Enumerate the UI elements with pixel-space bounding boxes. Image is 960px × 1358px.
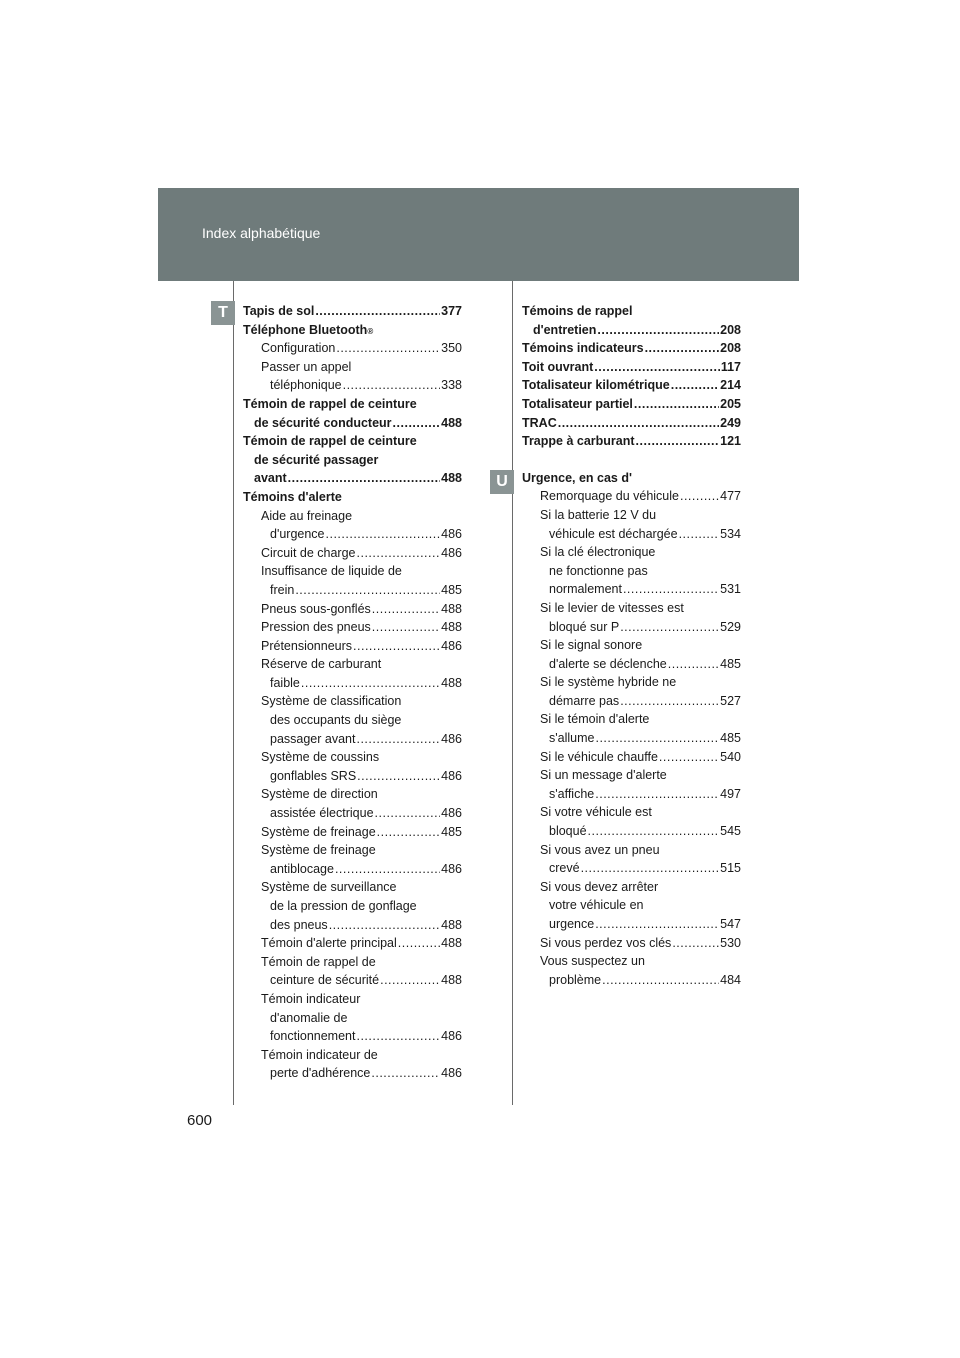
index-entry	[522, 618, 741, 637]
section-gap	[522, 451, 741, 469]
index-entry-page: 486	[441, 768, 462, 783]
index-entry-text: antiblocage	[270, 861, 334, 876]
index-entry-text: Témoins d'alerte	[243, 489, 342, 504]
index-entry-text: Si le véhicule chauffe	[540, 749, 658, 764]
index-entry-text: Téléphone Bluetooth	[243, 322, 368, 337]
index-entry-text: d'urgence	[270, 527, 325, 542]
index-entry	[522, 302, 741, 321]
index-entry-text: de sécurité passager	[254, 452, 379, 467]
index-entry-text: Si vous devez arrêter	[540, 879, 659, 894]
leader-dots	[398, 934, 440, 953]
leader-dots	[335, 860, 440, 879]
index-entry-page: 485	[720, 656, 741, 671]
index-entry-text: Système de freinage	[261, 843, 376, 858]
leader-dots	[620, 692, 719, 711]
index-entry	[243, 655, 462, 674]
index-entry	[243, 618, 462, 637]
index-entry-text: Totalisateur partiel	[522, 396, 633, 411]
index-entry-text: Si la clé électronique	[540, 545, 656, 560]
index-entry-text: problème	[549, 972, 602, 987]
index-entry-text: Témoin indicateur de	[261, 1047, 378, 1062]
index-entry	[522, 915, 741, 934]
index-entry-text: Totalisateur kilométrique	[522, 378, 670, 393]
index-entry-page: 338	[441, 378, 462, 393]
index-entry-text: téléphonique	[270, 378, 342, 393]
index-entry-page: 497	[720, 786, 741, 801]
index-entry-text: des occupants du siège	[270, 713, 402, 728]
index-entry	[243, 1009, 462, 1028]
index-entry	[243, 395, 462, 414]
index-entry-text: des pneus	[270, 917, 328, 932]
index-column-left	[243, 302, 462, 1083]
index-entry	[522, 729, 741, 748]
page-number: 600	[187, 1112, 213, 1129]
index-entry	[243, 562, 462, 581]
index-entry-page: 530	[720, 935, 741, 950]
leader-dots	[595, 785, 719, 804]
index-entry: Téléphone Bluetooth ®	[243, 321, 462, 340]
leader-dots	[602, 971, 719, 990]
leader-dots	[393, 414, 441, 433]
leader-dots	[581, 859, 720, 878]
index-entry	[522, 692, 741, 711]
index-entry	[522, 803, 741, 822]
index-entry	[522, 525, 741, 544]
index-entry-text: d'anomalie de	[270, 1010, 348, 1025]
index-entry-text: Pneus sous-gonflés	[261, 601, 371, 616]
index-entry	[243, 1064, 462, 1083]
index-entry-text: Réserve de carburant	[261, 657, 382, 672]
leader-dots	[623, 580, 719, 599]
index-entry	[522, 822, 741, 841]
index-entry-page: 488	[441, 675, 462, 690]
index-entry	[522, 841, 741, 860]
index-entry-page: 208	[720, 322, 741, 337]
index-entry-text: Système de coussins	[261, 750, 380, 765]
column-divider-right	[512, 281, 513, 1105]
index-entry-text: Aide au freinage	[261, 508, 353, 523]
index-entry	[522, 785, 741, 804]
index-entry-page: 547	[720, 917, 741, 931]
index-entry-text: démarre pas	[549, 693, 620, 708]
header-title: Index alphabétique	[202, 225, 321, 241]
index-entry-text: Si un message d'alerte	[540, 768, 667, 783]
index-entry	[243, 971, 462, 990]
index-entry-text: véhicule est déchargée	[549, 526, 678, 541]
index-entry	[243, 376, 462, 395]
index-entry	[243, 990, 462, 1009]
index-entry-text: Système de surveillance	[261, 880, 397, 895]
index-entry	[243, 823, 462, 842]
leader-dots	[636, 432, 720, 451]
index-entry	[243, 841, 462, 860]
index-entry-page: 486	[441, 527, 462, 542]
index-entry-page: 515	[720, 861, 741, 876]
index-entry-text: bloqué sur P	[549, 619, 620, 634]
leader-dots	[671, 376, 719, 395]
index-entry-page: 117	[720, 359, 741, 374]
index-entry	[522, 339, 741, 358]
index-entry	[243, 525, 462, 544]
index-entry	[522, 710, 741, 729]
index-entry-page: 486	[441, 1066, 462, 1081]
index-entry	[522, 859, 741, 878]
index-entry-text: Système de freinage	[261, 824, 376, 839]
index-entry-text: s'affiche	[549, 786, 595, 801]
index-entry-text: Si votre véhicule est	[540, 805, 652, 820]
index-entry-page: 484	[720, 972, 741, 987]
leader-dots	[595, 729, 719, 748]
index-entry-text: Tapis de sol	[243, 304, 315, 318]
index-entry-page: 527	[720, 693, 741, 708]
leader-dots	[594, 358, 720, 377]
index-entry-page: 486	[441, 545, 462, 560]
leader-dots	[343, 376, 441, 395]
index-entry	[243, 674, 462, 693]
index-entry	[243, 507, 462, 526]
index-entry	[522, 952, 741, 971]
index-entry	[522, 432, 741, 451]
index-entry-text: d'alerte se déclenche	[549, 656, 667, 671]
index-entry-text: Toit ouvrant	[522, 359, 594, 374]
index-entry-page: 531	[720, 582, 741, 597]
index-entry	[522, 655, 741, 674]
leader-dots	[620, 618, 719, 637]
index-entry-text: gonflables SRS	[270, 768, 357, 783]
index-entry-text: ceinture de sécurité	[270, 973, 380, 988]
index-entry	[243, 748, 462, 767]
index-entry-page: 486	[441, 638, 462, 653]
index-entry	[522, 358, 741, 377]
index-entry	[522, 395, 741, 414]
index-entry	[243, 339, 462, 358]
index-entry-text: urgence	[549, 917, 595, 931]
index-entry	[243, 1027, 462, 1046]
index-entry	[522, 766, 741, 785]
index-entry-page: 488	[441, 973, 462, 988]
index-entry-page: 377	[441, 304, 462, 318]
index-entry	[243, 469, 462, 488]
index-entry-text: Témoin d'alerte principal	[261, 936, 397, 951]
index-entry	[243, 785, 462, 804]
index-entry	[522, 414, 741, 433]
index-entry-page: 486	[441, 806, 462, 821]
index-entry-page: 540	[720, 749, 741, 764]
index-entry	[243, 451, 462, 470]
leader-dots	[295, 581, 440, 600]
index-entry	[243, 414, 462, 433]
index-entry-text: s'allume	[549, 731, 595, 746]
leader-dots	[356, 730, 440, 749]
index-column-right	[522, 302, 741, 989]
page-header	[158, 188, 799, 281]
index-entry-text: Trappe à carburant	[522, 434, 635, 449]
index-entry	[522, 878, 741, 897]
index-entry-page: 488	[441, 917, 462, 932]
leader-dots	[634, 395, 719, 414]
index-entry	[243, 692, 462, 711]
leader-dots	[597, 321, 719, 340]
index-entry-text: d'entretien	[533, 322, 597, 337]
leader-dots	[668, 655, 719, 674]
index-entry-text: faible	[270, 675, 300, 690]
index-entry-text: Circuit de charge	[261, 545, 356, 560]
index-entry-page: 485	[441, 582, 462, 597]
index-entry	[243, 916, 462, 935]
index-entry-page: 488	[441, 620, 462, 635]
index-entry-page: 121	[720, 434, 741, 449]
leader-dots	[372, 618, 440, 637]
index-entry-page: 477	[720, 489, 741, 504]
index-entry-text: Si le levier de vitesses est	[540, 600, 684, 615]
leader-dots	[595, 915, 719, 934]
index-entry-text: Témoin de rappel de	[261, 954, 376, 969]
leader-dots	[645, 339, 720, 358]
index-entry-text: Insuffisance de liquide de	[261, 564, 402, 579]
index-entry-text: Système de classification	[261, 694, 402, 709]
index-entry-text: fonctionnement	[270, 1029, 356, 1044]
index-entry-text: Si le système hybride ne	[540, 675, 677, 690]
leader-dots	[375, 804, 441, 823]
section-letter-u: U	[490, 470, 514, 494]
index-entry-text: Si vous perdez vos clés	[540, 935, 672, 950]
index-entry-text: de la pression de gonflage	[270, 899, 417, 913]
index-entry-text: Vous suspectez un	[540, 954, 645, 969]
index-entry-text: Témoins de rappel	[522, 304, 633, 318]
index-entry-text: Prétensionneurs	[261, 638, 353, 653]
index-entry-text: Si le signal sonore	[540, 638, 643, 653]
index-entry	[522, 506, 741, 525]
index-entry-text: Remorquage du véhicule	[540, 489, 679, 504]
index-entry-text: assistée électrique	[270, 806, 374, 821]
index-entry	[522, 321, 741, 340]
index-entry-page: 208	[720, 341, 741, 356]
index-entry-text: Si la batterie 12 V du	[540, 507, 657, 522]
index-entry	[522, 636, 741, 655]
leader-dots	[329, 916, 440, 935]
index-entry	[522, 487, 741, 506]
index-entry-text: Système de direction	[261, 787, 378, 802]
index-entry	[522, 748, 741, 767]
index-entry-text: Témoin indicateur	[261, 991, 361, 1006]
leader-dots	[588, 822, 720, 841]
index-entry-text: Témoin de rappel de ceinture	[243, 396, 417, 411]
index-entry	[243, 544, 462, 563]
leader-dots	[371, 1064, 440, 1083]
index-entry-text: perte d'adhérence	[270, 1066, 371, 1081]
index-entry-text: ne fonctionne pas	[549, 563, 648, 578]
leader-dots	[380, 971, 440, 990]
index-entry-text: Passer un appel	[261, 359, 352, 374]
index-entry-page: 488	[441, 471, 462, 486]
index-entry-text: TRAC	[522, 415, 557, 430]
index-entry-page: 534	[720, 526, 741, 541]
index-entry	[243, 358, 462, 377]
leader-dots	[357, 544, 441, 563]
index-entry	[243, 730, 462, 749]
index-entry	[522, 599, 741, 618]
leader-dots	[672, 934, 719, 953]
index-entry	[243, 767, 462, 786]
column-divider-left	[233, 281, 234, 1105]
index-entry-page: 486	[441, 731, 462, 746]
index-entry	[522, 580, 741, 599]
leader-dots	[377, 823, 440, 842]
leader-dots	[659, 748, 719, 767]
index-entry	[522, 896, 741, 915]
index-entry-page: 249	[720, 415, 741, 430]
index-entry-text: Témoins indicateurs	[522, 341, 644, 356]
index-entry	[243, 711, 462, 730]
index-entry-text: bloqué	[549, 824, 587, 839]
index-entry	[522, 562, 741, 581]
index-entry	[522, 543, 741, 562]
index-entry	[243, 934, 462, 953]
leader-dots	[357, 767, 440, 786]
index-entry	[522, 971, 741, 990]
index-entry	[522, 934, 741, 953]
leader-dots	[680, 487, 719, 506]
index-entry-page: 488	[441, 415, 462, 430]
index-entry	[243, 878, 462, 897]
index-entry	[243, 860, 462, 879]
index-entry	[243, 302, 462, 321]
section-letter-t: T	[211, 301, 235, 325]
index-entry-page: 529	[720, 619, 741, 634]
index-entry	[243, 488, 462, 507]
index-entry-text: Urgence, en cas d'	[522, 470, 632, 485]
index-entry-page: 486	[441, 1029, 462, 1044]
index-entry-page: 545	[720, 824, 741, 839]
index-entry-page: 214	[720, 378, 741, 393]
index-entry	[243, 432, 462, 451]
index-entry-text: avant	[254, 471, 287, 486]
leader-dots	[353, 637, 440, 656]
index-entry	[243, 600, 462, 619]
index-entry	[243, 1046, 462, 1065]
leader-dots	[336, 339, 440, 358]
index-entry-text: Si le témoin d'alerte	[540, 712, 650, 727]
index-entry-text: Configuration	[261, 341, 336, 356]
leader-dots	[301, 674, 440, 693]
leader-dots	[315, 302, 440, 321]
index-entry	[522, 469, 741, 488]
index-entry	[243, 637, 462, 656]
index-entry	[243, 581, 462, 600]
index-entry-text: passager avant	[270, 731, 356, 746]
index-entry-text: crevé	[549, 861, 580, 876]
leader-dots	[288, 469, 440, 488]
index-entry-text: de sécurité conducteur	[254, 415, 392, 430]
leader-dots	[558, 414, 719, 433]
index-entry-text: frein	[270, 582, 295, 597]
index-entry-page: 205	[720, 396, 741, 411]
leader-dots	[679, 525, 720, 544]
index-entry-page: 350	[441, 341, 462, 356]
leader-dots	[326, 525, 441, 544]
index-entry	[243, 804, 462, 823]
index-entry-text: votre véhicule en	[549, 898, 644, 913]
index-entry	[522, 376, 741, 395]
index-entry-page: 488	[441, 936, 462, 951]
index-entry-text: Témoin de rappel de ceinture	[243, 434, 417, 449]
index-entry-page: 488	[441, 601, 462, 616]
index-entry	[243, 897, 462, 916]
index-entry-page: 485	[441, 824, 462, 839]
index-entry	[522, 673, 741, 692]
index-entry	[243, 953, 462, 972]
index-entry-text: Si vous avez un pneu	[540, 842, 660, 857]
index-entry-text: Pression des pneus	[261, 620, 371, 635]
index-entry-text: normalement	[549, 582, 622, 597]
leader-dots	[356, 1027, 440, 1046]
index-entry-page: 486	[441, 861, 462, 876]
leader-dots	[372, 600, 440, 619]
index-entry-page: 485	[720, 731, 741, 746]
